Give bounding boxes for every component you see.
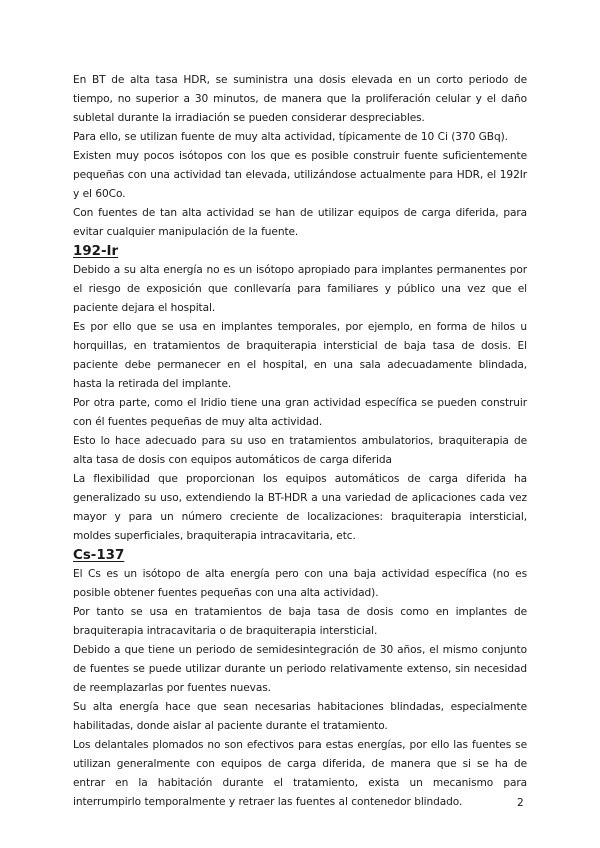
paragraph-ir-temporary-implants: Es por ello que se usa en implantes temporales, por ejemplo, en forma de hilos u horquillas, en tratamientos de braquiterapia intersticial de baja tasa de dosis. El paciente debe permanecer en el hospital, en una sala adecuadamente blindada, hasta la retirada del implante. [73, 321, 527, 390]
section-heading-ir192: 192-Ir [73, 244, 119, 259]
paragraph-cs-low-dose-rate: Por tanto se usa en tratamientos de baja tasa de dosis como en implantes de braquiterapia intracavitaria o de braquiterapia intersticial. [73, 606, 527, 637]
section-heading-cs137: Cs-137 [73, 548, 125, 563]
paragraph-ir-specific-activity: Por otra parte, como el Iridio tiene una gran actividad específica se pueden construir con él fuentes pequeñas de muy alta actividad. [73, 397, 527, 428]
paragraph-cs-energy: El Cs es un isótopo de alta energía pero con una baja actividad específica (no es posible obtener fuentes pequeñas con una alta actividad). [73, 568, 527, 599]
page-body [73, 71, 527, 812]
paragraph-hdr-isotopes: Existen muy pocos isótopos con los que es posible construir fuente suficientemente pequeñas con una actividad tan elevada, utilizándose actualmente para HDR, el 192Ir y el 60Co. [73, 150, 527, 200]
page-number: 2 [517, 797, 524, 809]
paragraph-hdr-intro: En BT de alta tasa HDR, se suministra una dosis elevada en un corto periodo de tiempo, no superior a 30 minutos, de manera que la proliferación celular y el daño subletal durante la irradiación se pueden considerar despreciables. [73, 74, 527, 124]
paragraph-cs-half-life: Debido a que tiene un periodo de semidesintegración de 30 años, el mismo conjunto de fuentes se puede utilizar durante un periodo relativamente extenso, sin necesidad de reemplazarlas por fuentes nuevas. [73, 644, 527, 694]
paragraph-hdr-activity: Para ello, se utilizan fuente de muy alta actividad, típicamente de 10 Ci (370 GBq). [73, 131, 508, 143]
paragraph-ir-energy: Debido a su alta energía no es un isótopo apropiado para implantes permanentes por el riesgo de exposición que conllevaría para familiares y público una vez que el paciente dejara el hospital. [73, 264, 527, 314]
paragraph-cs-lead-aprons: Los delantales plomados no son efectivos para estas energías, por ello las fuentes se utilizan generalmente con equipos de carga diferida, de manera que si se ha de entrar en la habitación durante el tratamiento, exista un mecanismo para interrumpirlo temporalmente y retraer las fuentes al contenedor blindado. [73, 739, 527, 808]
paragraph-ir-ambulatory: Esto lo hace adecuado para su uso en tratamientos ambulatorios, braquiterapia de alta tasa de dosis con equipos automáticos de carga diferida [73, 435, 527, 466]
paragraph-hdr-afterloading: Con fuentes de tan alta actividad se han de utilizar equipos de carga diferida, para evitar cualquier manipulación de la fuente. [73, 207, 527, 238]
paragraph-cs-shielded-rooms: Su alta energía hace que sean necesarias habitaciones blindadas, especialmente habilitadas, donde aislar al paciente durante el tratamiento. [73, 701, 527, 732]
paragraph-ir-flexibility: La flexibilidad que proporcionan los equipos automáticos de carga diferida ha generalizado su uso, extendiendo la BT-HDR a una variedad de aplicaciones cada vez mayor y para un número creciente de localizaciones: braquiterapia intersticial, moldes superficiales, braquiterapia intracavitaria, etc. [73, 473, 527, 542]
